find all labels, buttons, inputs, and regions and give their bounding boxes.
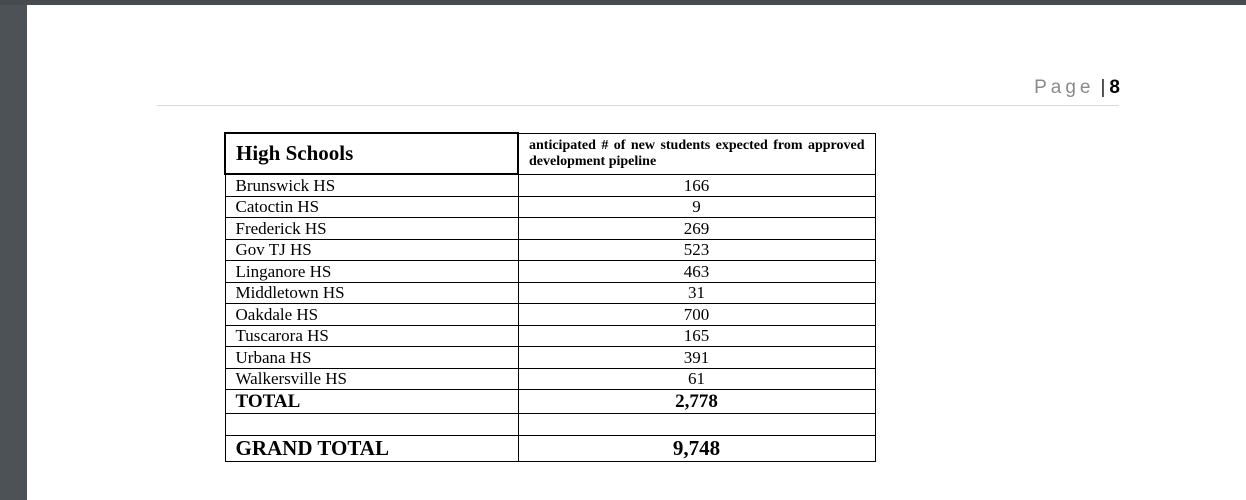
table-row	[225, 261, 875, 283]
school-name: Walkersville HS	[225, 368, 518, 390]
school-name: Oakdale HS	[225, 304, 518, 326]
student-count: 31	[518, 282, 875, 304]
student-count: 165	[518, 325, 875, 347]
column-header-students: anticipated # of new students expected from approved development pipeline	[518, 133, 875, 174]
table-row	[225, 174, 875, 196]
page-number: 8	[1109, 77, 1120, 98]
school-name: Brunswick HS	[225, 174, 518, 196]
grand-total-row	[225, 436, 875, 462]
column-header-schools: High Schools	[225, 133, 518, 174]
student-count: 391	[518, 347, 875, 369]
high-schools-table	[224, 132, 876, 462]
table-row	[225, 282, 875, 304]
student-count: 700	[518, 304, 875, 326]
total-label: TOTAL	[225, 390, 518, 414]
empty-cell	[518, 414, 875, 436]
student-count: 61	[518, 368, 875, 390]
school-name: Middletown HS	[225, 282, 518, 304]
page-label: Page	[1034, 77, 1095, 98]
table-header-row	[225, 133, 875, 174]
page-number-header	[1034, 77, 1120, 99]
table-row	[225, 304, 875, 326]
table-row	[225, 325, 875, 347]
table-row	[225, 218, 875, 240]
page-separator: |	[1100, 77, 1106, 98]
student-count: 166	[518, 174, 875, 196]
student-count: 9	[518, 196, 875, 218]
school-name: Gov TJ HS	[225, 239, 518, 261]
school-name: Tuscarora HS	[225, 325, 518, 347]
table-row	[225, 347, 875, 369]
school-name: Frederick HS	[225, 218, 518, 240]
table-row	[225, 239, 875, 261]
header-rule	[157, 105, 1119, 106]
grand-total-value: 9,748	[518, 436, 875, 462]
school-name: Catoctin HS	[225, 196, 518, 218]
empty-cell	[225, 414, 518, 436]
table-row	[225, 196, 875, 218]
empty-row	[225, 414, 875, 436]
total-value: 2,778	[518, 390, 875, 414]
student-count: 463	[518, 261, 875, 283]
grand-total-label: GRAND TOTAL	[225, 436, 518, 462]
table-row	[225, 368, 875, 390]
student-count: 269	[518, 218, 875, 240]
student-count: 523	[518, 239, 875, 261]
document-page	[27, 5, 1246, 500]
school-name: Urbana HS	[225, 347, 518, 369]
total-row	[225, 390, 875, 414]
school-name: Linganore HS	[225, 261, 518, 283]
